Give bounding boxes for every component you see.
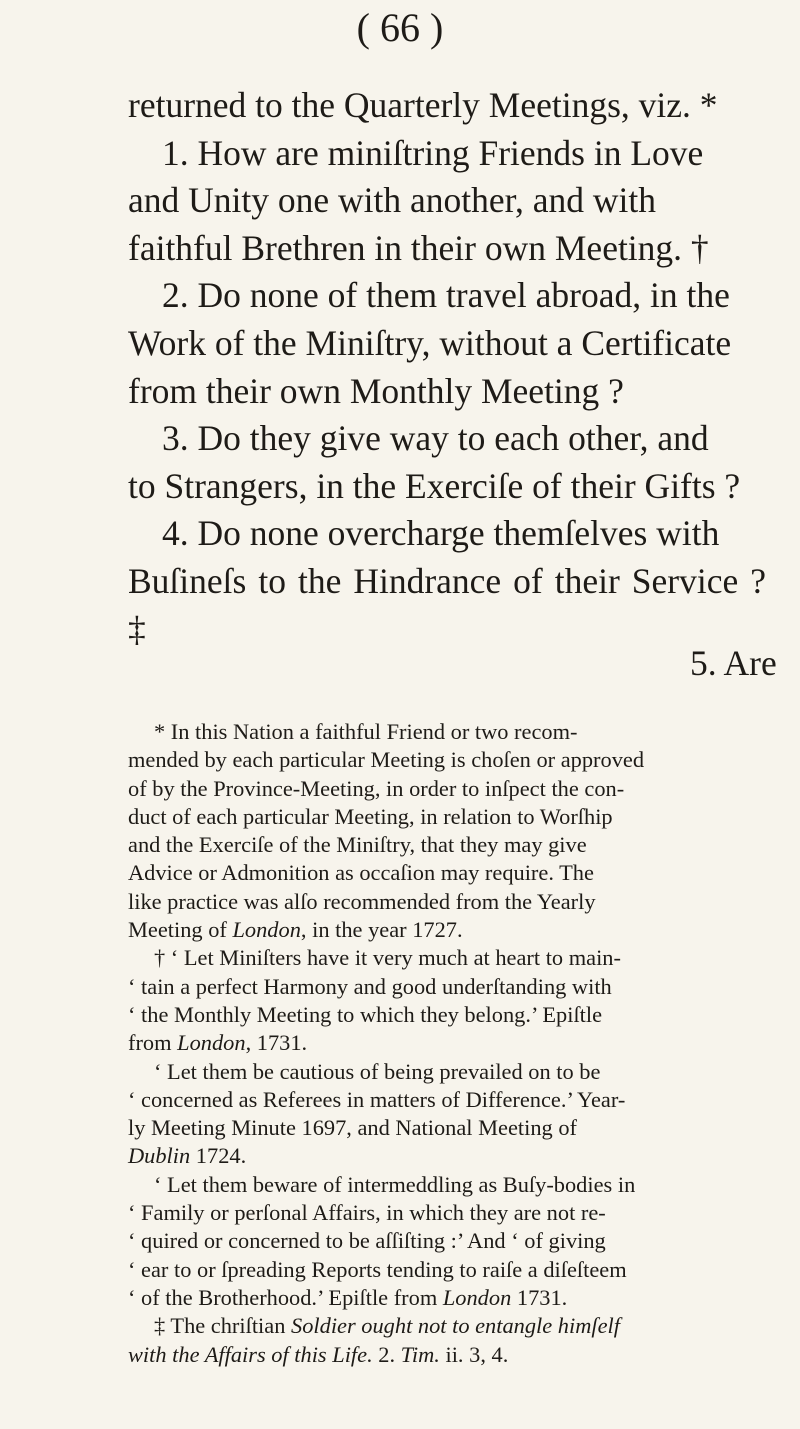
footnote-text: from	[128, 1030, 178, 1056]
footnote-line: ‘ ear to or ſpreading Reports tending to raiſe a diſeſteem	[128, 1256, 627, 1282]
footnote-text: 2.	[372, 1341, 401, 1367]
footnote-line: ‘ Let them be cautious of being prevailed on to be	[154, 1058, 601, 1084]
main-text	[128, 82, 766, 653]
place-name: London	[177, 1030, 246, 1056]
scripture-quote: with the Affairs of this Life.	[128, 1341, 373, 1367]
footnote-text: ‡ The chriſtian	[154, 1313, 292, 1339]
footnote-line: † ‘ Let Miniſters have it very much at heart to main-	[154, 945, 621, 971]
footnote-line: like practice was alſo recommended from the Yearly	[128, 888, 596, 914]
footnote-line: mended by each particular Meeting is choſen or approved	[128, 747, 645, 773]
page-number: ( 66 )	[356, 5, 444, 50]
text-line: Buſineſs to the Hindrance of their Service ? ‡	[128, 560, 766, 649]
footnote-dagger	[128, 944, 766, 1312]
footnote-line	[128, 1313, 620, 1338]
footnote-line: duct of each particular Meeting, in relation to Worſhip	[128, 803, 613, 829]
footnote-line: ‘ tain a perfect Harmony and good underſtanding with	[128, 973, 612, 999]
text-line: 3. Do they give way to each other, and	[162, 418, 709, 459]
footnote-line: ‘ Let them beware of intermeddling as Buſy-bodies in	[154, 1171, 636, 1197]
scripture-book: Tim.	[400, 1341, 440, 1367]
footnote-line	[128, 1342, 508, 1367]
text-line: to Strangers, in the Exerciſe of their Gifts ?	[128, 465, 741, 506]
catchword: 5. Are	[690, 643, 777, 683]
footnote-line: ‘ quired or concerned to be aſſiſting :’ And ‘ of giving	[128, 1228, 606, 1254]
footnote-line: ‘ the Monthly Meeting to which they belong.’ Epiſtle	[128, 1001, 603, 1027]
footnote-line	[128, 917, 463, 942]
text-line: Work of the Miniſtry, without a Certificate	[128, 322, 732, 363]
footnote-line: ‘ concerned as Referees in matters of Difference.’ Year-	[128, 1086, 626, 1112]
scripture-quote: Soldier ought not to entangle himſelf	[291, 1313, 620, 1339]
footnote-text: , in the year 1727.	[300, 917, 463, 943]
footnote-line: * In this Nation a faithful Friend or two recom-	[154, 719, 578, 744]
footnote-text: 1724.	[190, 1143, 247, 1169]
text-line: 1. How are miniſtring Friends in Love	[162, 132, 704, 173]
footnote-text: Meeting of	[128, 917, 233, 943]
footnote-text: ii. 3, 4.	[439, 1341, 509, 1367]
place-name: Dublin	[128, 1143, 191, 1169]
text-line: returned to the Quarterly Meetings, viz. *	[128, 85, 718, 125]
footnote-text: 1731.	[511, 1284, 568, 1310]
footnote-line: ly Meeting Minute 1697, and National Meeting of	[128, 1115, 577, 1141]
footnote-line: Advice or Admonition as occaſion may require. The	[128, 860, 594, 886]
text-line: and Unity one with another, and with	[128, 180, 657, 221]
footnote-double-dagger	[128, 1312, 766, 1369]
footnote-text: , 1731.	[245, 1030, 308, 1056]
footnote-line: and the Exerciſe of the Miniſtry, that they may give	[128, 832, 587, 858]
footnotes	[128, 718, 766, 1369]
footnote-line: of by the Province-Meeting, in order to inſpect the con-	[128, 775, 625, 801]
footnote-line: ‘ Family or perſonal Affairs, in which they are not re-	[128, 1200, 606, 1226]
place-name: London	[232, 917, 301, 943]
footnote-star	[128, 718, 766, 944]
footnote-text: ‘ of the Brotherhood.’ Epiſtle from	[128, 1284, 443, 1310]
footnote-line	[128, 1143, 246, 1168]
place-name: London	[442, 1284, 512, 1310]
footnote-line	[128, 1030, 307, 1055]
text-line: from their own Monthly Meeting ?	[128, 370, 624, 411]
text-line: faithful Brethren in their own Meeting. †	[128, 227, 709, 268]
text-line: 4. Do none overcharge themſelves with	[162, 513, 720, 554]
text-line: 2. Do none of them travel abroad, in the	[162, 275, 730, 316]
footnote-line	[128, 1285, 567, 1310]
